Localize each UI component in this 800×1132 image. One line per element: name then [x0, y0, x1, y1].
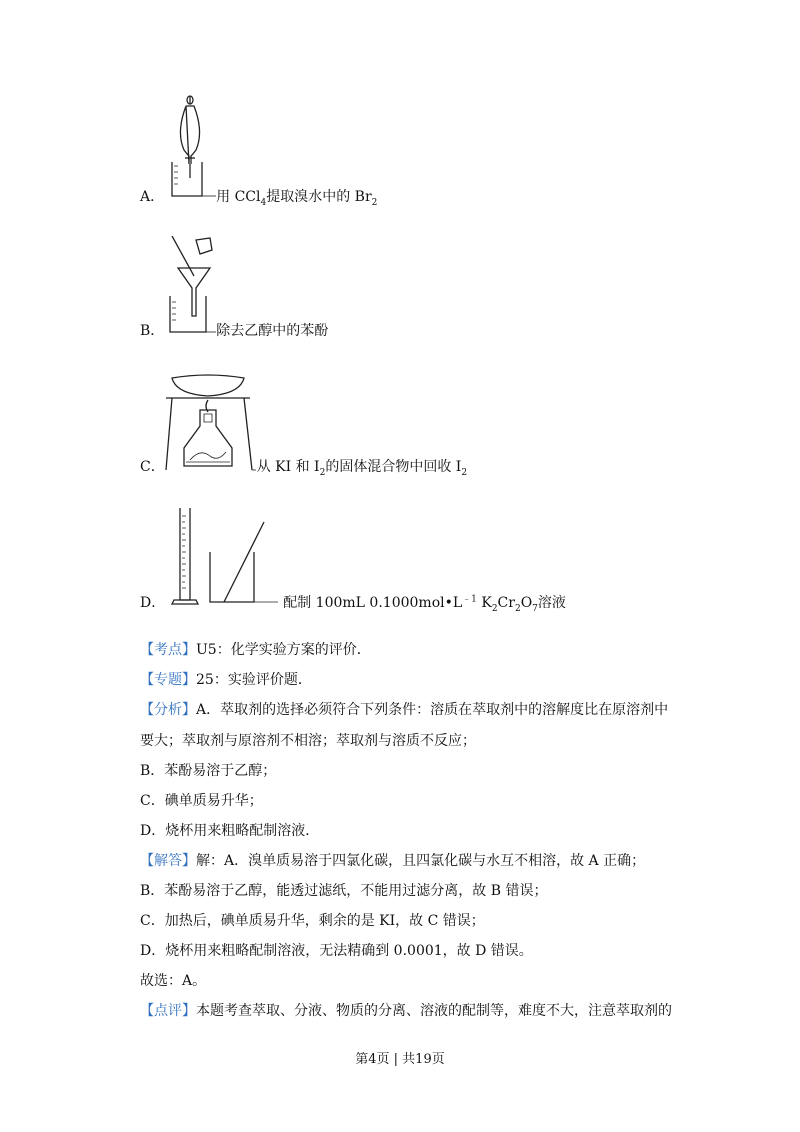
jieda-text-1: 解：A．溴单质易溶于四氯化碳，且四氯化碳与水互不相溶，故 A 正确； [196, 853, 646, 869]
fenxi-line-d: D．烧杯用来粗略配制溶液． [140, 823, 320, 839]
fenxi-line-1 [140, 700, 668, 720]
jieda-line-d: D．烧杯用来粗略配制溶液，无法精确到 0.0001，故 D 错误。 [140, 943, 533, 959]
fenxi-line-c: C．碘单质易升华； [140, 793, 263, 809]
option-c-caption: 从 KI 和 $I_2$的固体混合物中回收 $I_2$ [256, 459, 468, 478]
option-d [140, 594, 566, 612]
kaodian-line [140, 640, 371, 660]
zhuanti-tag: 【专题】 [140, 672, 196, 688]
zhuanti-line [140, 670, 312, 690]
option-b [140, 322, 328, 340]
dianping-line [140, 1001, 672, 1021]
page-footer: 第4页 | 共19页 [355, 1052, 445, 1067]
option-d-letter: D． [140, 595, 166, 611]
option-d-caption: 配制 100mL $0.1000mol•L^{﹣1}$ $K_2Cr_2O_7$溶液 [283, 594, 566, 614]
fenxi-line-b: B．苯酚易溶于乙醇； [140, 763, 277, 779]
option-c-letter: C． [140, 459, 165, 475]
option-a-letter: A． [140, 189, 165, 205]
jieda-line-c: C．加热后，碘单质易升华，剩余的是 KI，故 C 错误； [140, 913, 485, 929]
option-b-letter: B． [140, 323, 165, 339]
dianping-text: 本题考查萃取、分液、物质的分离、溶液的配制等，难度不大，注意萃取剂的 [196, 1003, 672, 1019]
kaodian-text: U5：化学实验方案的评价． [196, 642, 371, 658]
jieda-line-1 [140, 851, 645, 871]
fenxi-line-2: 要大；萃取剂与原溶剂不相溶；萃取剂与溶质不反应； [140, 733, 476, 749]
option-a [140, 188, 377, 206]
kaodian-tag: 【考点】 [140, 642, 196, 658]
option-b-caption: 除去乙醇中的苯酚 [216, 323, 329, 339]
zhuanti-text: 25：实验评价题． [196, 672, 312, 688]
dianping-tag: 【点评】 [140, 1003, 196, 1019]
answer-line: 故选：A。 [140, 973, 207, 989]
fenxi-tag: 【分析】 [140, 702, 196, 718]
jieda-tag: 【解答】 [140, 853, 196, 869]
solution-preparation-diagram [168, 504, 288, 608]
option-a-caption: 用 CCl$_4$提取溴水中的 $Br_2$ [216, 189, 378, 208]
jieda-line-b: B．苯酚易溶于乙醇，能透过滤纸，不能用过滤分离，故 B 错误； [140, 883, 548, 899]
option-c [140, 458, 467, 476]
fenxi-text-1: A．萃取剂的选择必须符合下列条件：溶质在萃取剂中的溶解度比在原溶剂中 [196, 702, 669, 718]
